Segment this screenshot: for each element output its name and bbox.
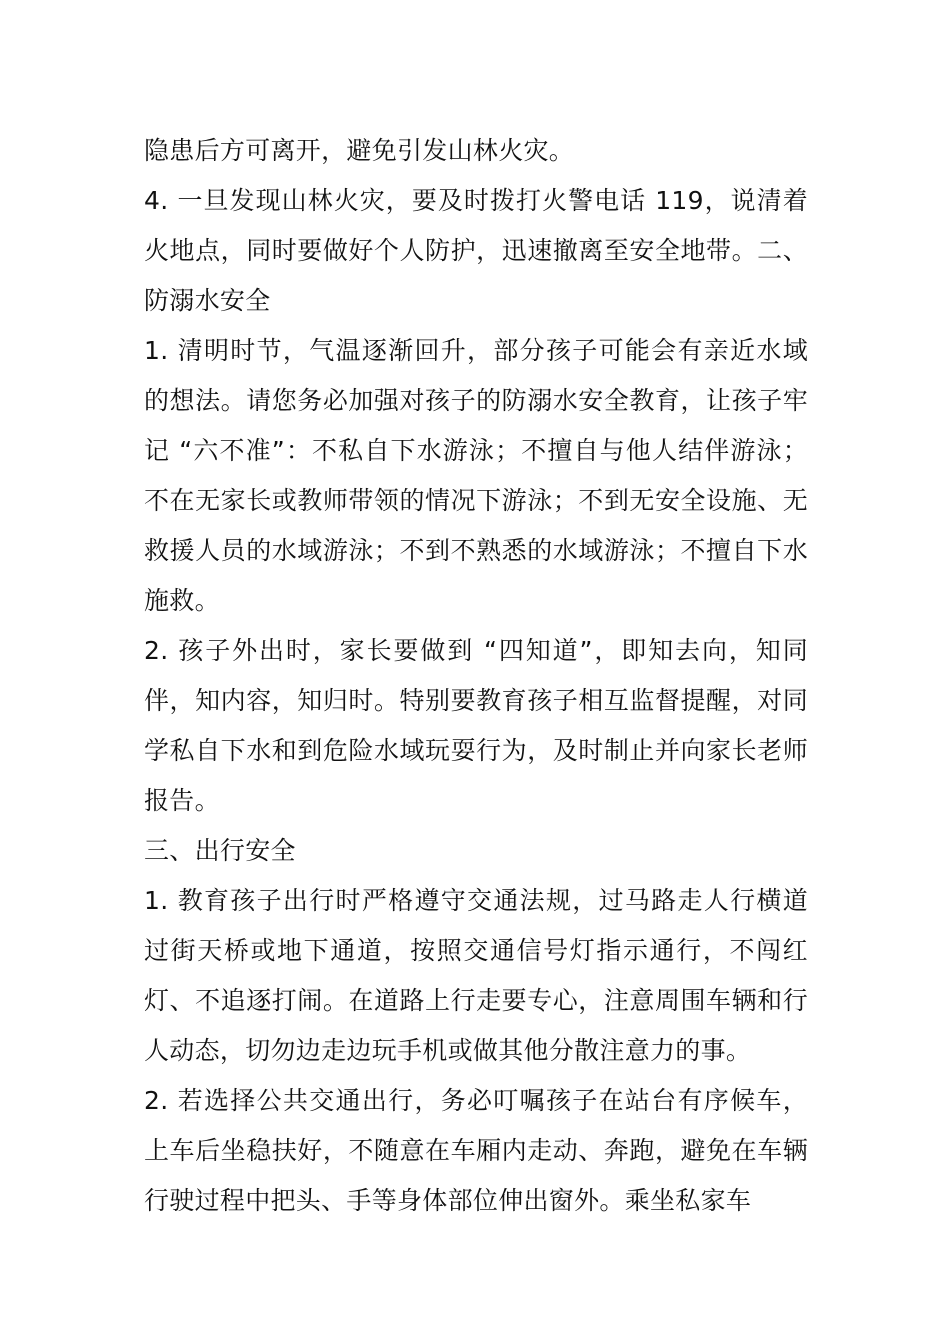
paragraph-travel-item-1: 1. 教育孩子出行时严格遵守交通法规，过马路走人行横道过街天桥或地下通道，按照交通信号灯指示通行，不闯红灯、不追逐打闹。在道路上行走要专心，注意周围车辆和行人动态，切勿边走边玩手机或做其他分散注意力的事。 (144, 886, 808, 1065)
document-body (144, 126, 808, 1226)
paragraph-drowning-item-2: 2. 孩子外出时，家长要做到 “四知道”，即知去向，知同伴，知内容，知归时。特别要教育孩子相互监督提醒，对同学私自下水和到危险水域玩耍行为，及时制止并向家长老师报告。 (144, 636, 808, 815)
paragraph-drowning-item-1: 1. 清明时节，气温逐渐回升，部分孩子可能会有亲近水域的想法。请您务必加强对孩子的防溺水安全教育，让孩子牢记 “六不准”：不私自下水游泳；不擅自与他人结伴游泳；不在无家长或教师带领的情况下游泳；不到无安全设施、无救援人员的水域游泳；不到不熟悉的水域游泳；不擅自下水施救。 (144, 336, 808, 615)
paragraph-fire-continuation: 隐患后方可离开，避免引发山林火灾。 (144, 136, 575, 165)
section-heading-travel-safety: 三、出行安全 (144, 836, 296, 865)
paragraph-travel-item-2: 2. 若选择公共交通出行，务必叮嘱孩子在站台有序候车，上车后坐稳扶好，不随意在车厢内走动、奔跑，避免在车辆行驶过程中把头、手等身体部位伸出窗外。乘坐私家车 (144, 1086, 808, 1215)
paragraph-fire-item-4: 4. 一旦发现山林火灾，要及时拨打火警电话 119，说清着火地点，同时要做好个人防护，迅速撤离至安全地带。二、防溺水安全 (144, 186, 808, 315)
